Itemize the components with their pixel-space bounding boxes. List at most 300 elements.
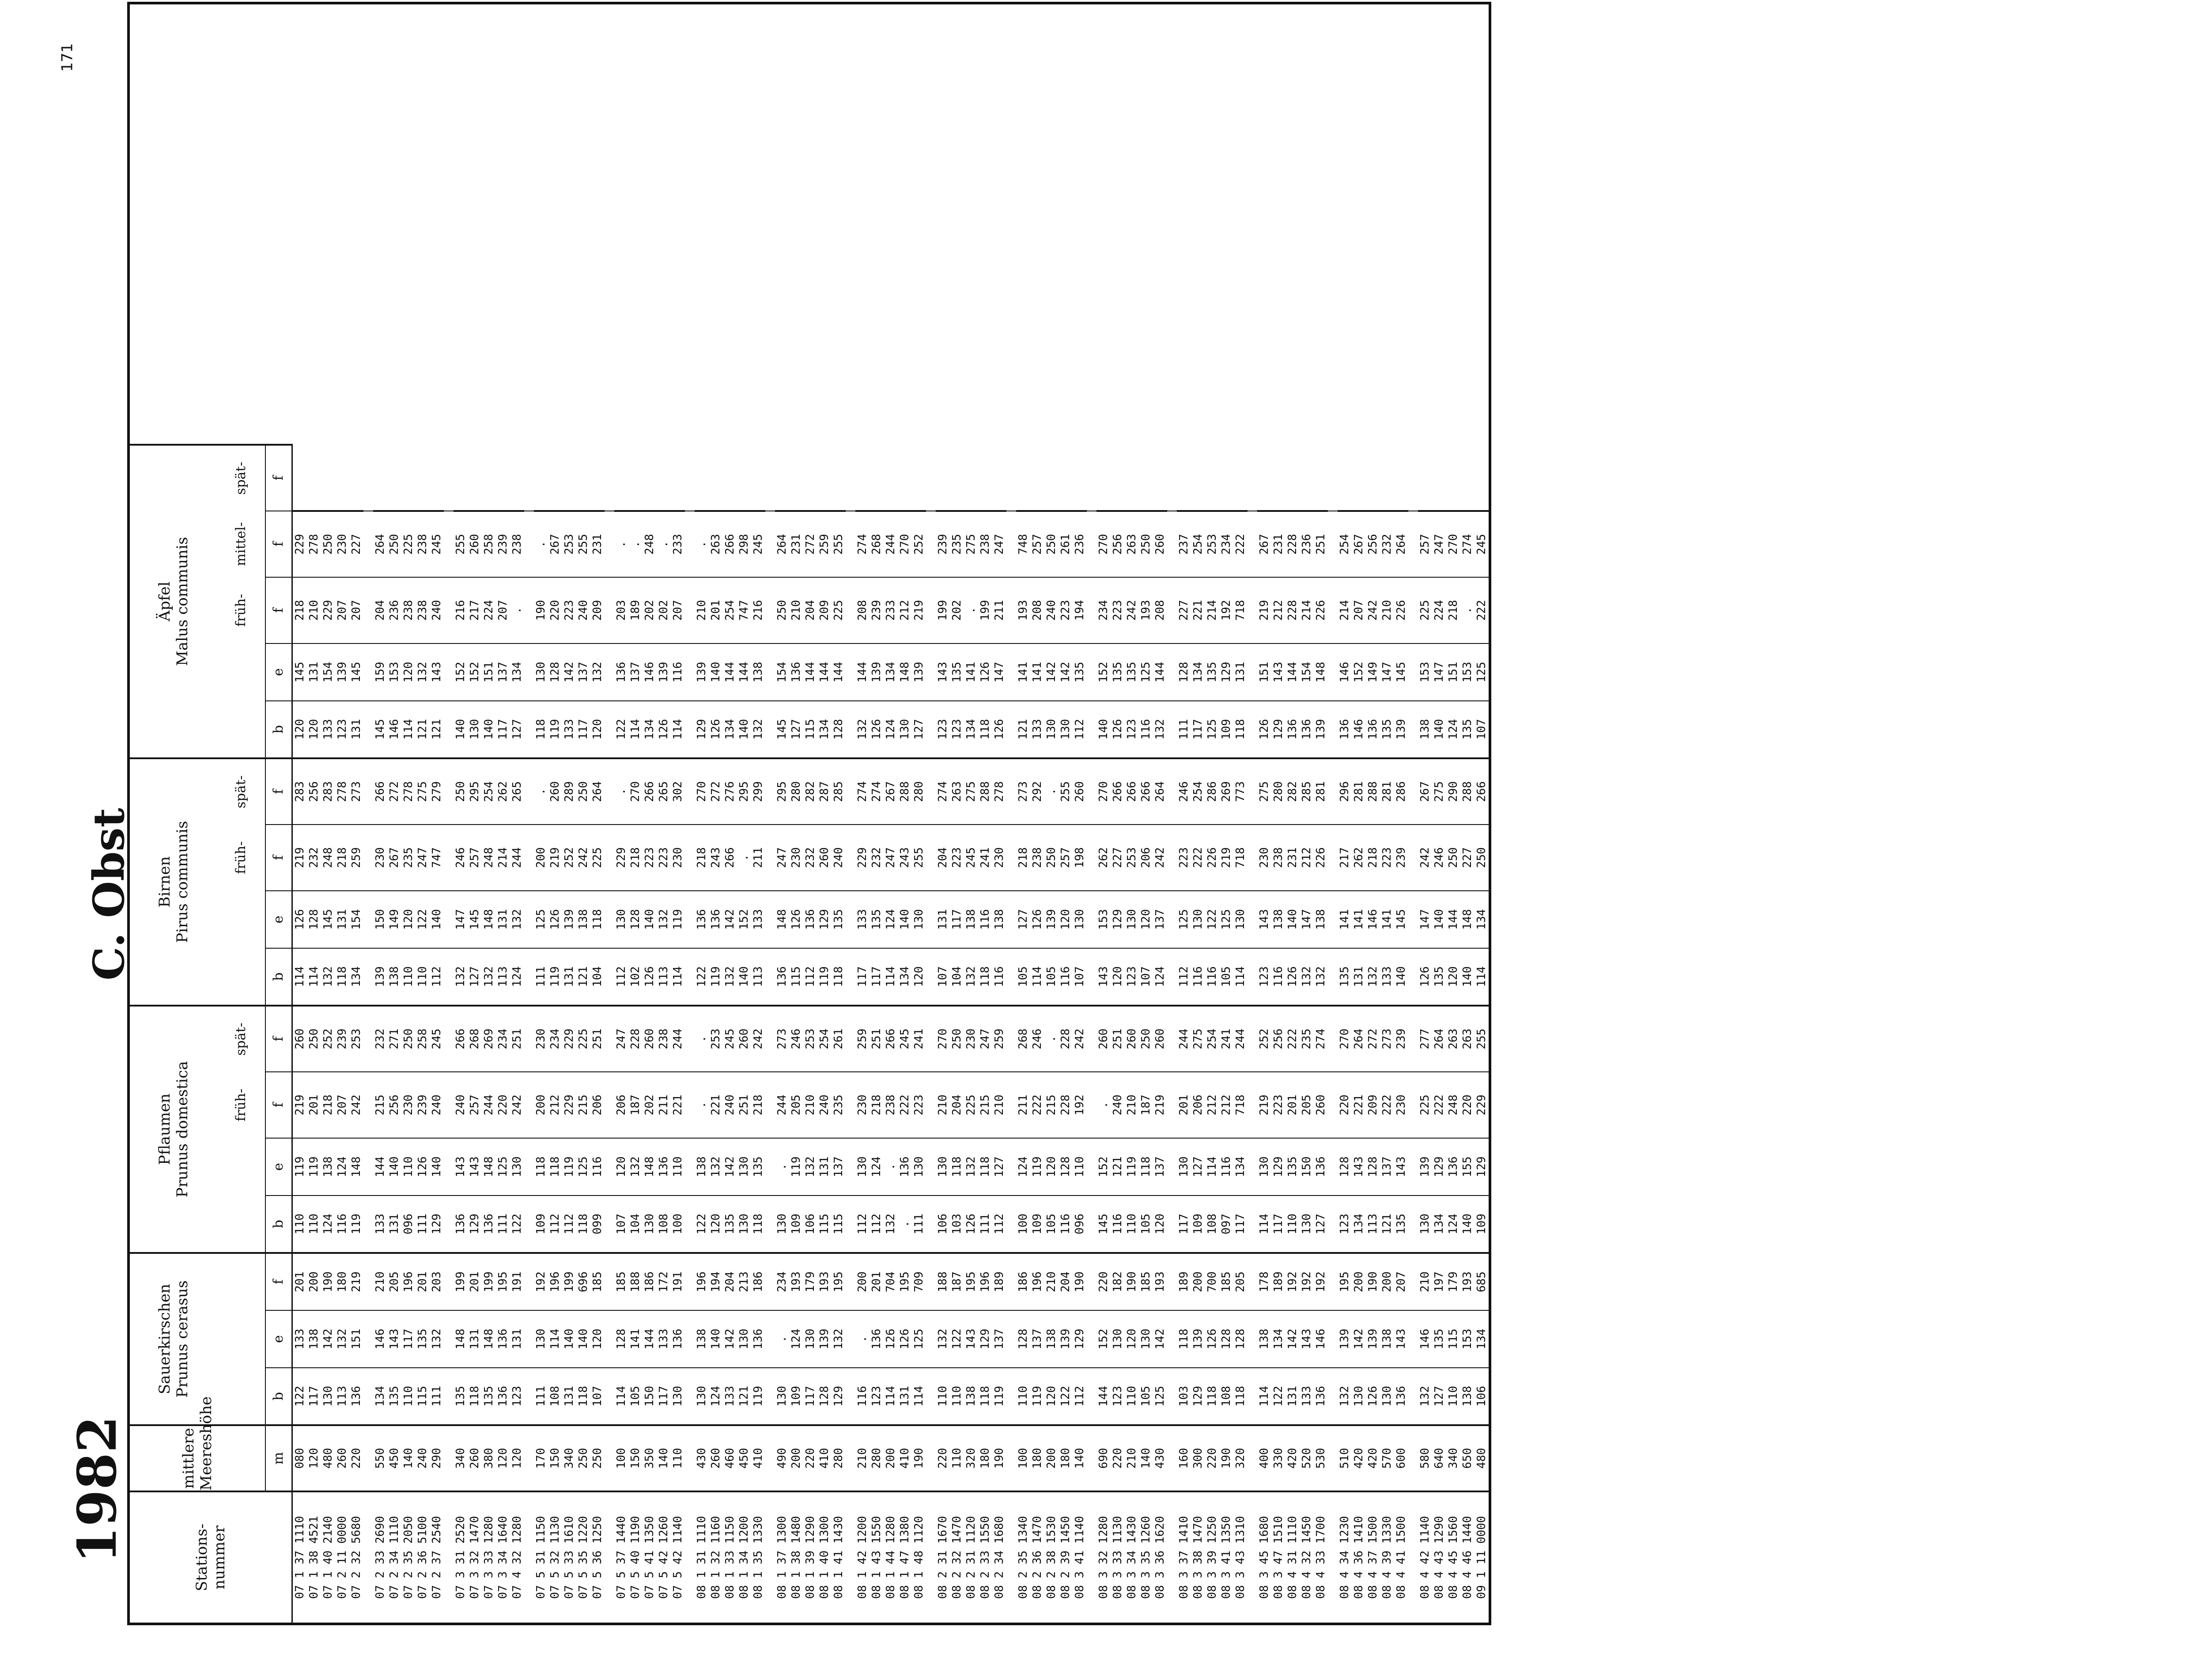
value-cell: 135	[751, 1138, 765, 1196]
group-gap	[685, 3, 695, 1624]
aepfel-mittel-f: f	[265, 511, 292, 577]
value-cell: 240	[1044, 577, 1059, 643]
value-cell: 132	[482, 948, 496, 1006]
value-cell: 111	[912, 1196, 926, 1253]
empty-cell	[548, 445, 562, 511]
station-number-cell: 09 1 11 0000	[1475, 1516, 1488, 1599]
gap-cell	[765, 1491, 775, 1624]
value-cell: 226	[1394, 577, 1408, 643]
gap-cell	[1167, 1491, 1177, 1624]
value-cell: 126	[1030, 891, 1044, 948]
value-cell: 128	[1338, 1138, 1352, 1196]
value-cell: 233	[671, 511, 685, 577]
value-cell: 112	[548, 1196, 562, 1253]
value-cell: 144	[1446, 891, 1460, 948]
value-cell: 143	[454, 1138, 468, 1196]
gap-cell	[1408, 758, 1418, 825]
value-cell: 143	[430, 643, 444, 701]
table-row	[628, 3, 643, 1624]
value-cell: 192	[534, 1253, 548, 1310]
value-cell: 129	[695, 701, 709, 758]
station-number-cell: 08 1 34 1200	[737, 1516, 751, 1599]
value-cell: 247	[992, 511, 1006, 577]
gap-cell	[1248, 643, 1257, 701]
value-cell: 245	[751, 511, 765, 577]
value-cell: 132	[936, 1310, 950, 1368]
value-cell: 125	[576, 1138, 590, 1196]
table-row	[1111, 3, 1125, 1624]
value-cell: 121	[1016, 701, 1030, 758]
value-cell: 116	[1111, 1196, 1125, 1253]
value-cell: .	[1044, 758, 1059, 825]
value-cell: 480	[321, 1425, 335, 1491]
value-cell: 110	[1446, 1368, 1460, 1425]
value-cell: 135	[1380, 701, 1394, 758]
value-cell: 124	[870, 1138, 884, 1196]
value-cell: 283	[293, 758, 307, 825]
empty-cell	[870, 445, 884, 511]
table-row	[548, 3, 562, 1624]
value-cell: 265	[510, 758, 524, 825]
empty-cell	[1191, 445, 1205, 511]
value-cell: 132	[855, 701, 870, 758]
value-cell: 213	[737, 1253, 751, 1310]
value-cell: 110	[401, 1368, 416, 1425]
value-cell: 277	[1418, 1006, 1432, 1072]
value-cell: 205	[789, 1072, 803, 1138]
table-row	[1016, 3, 1030, 1624]
value-cell: 265	[657, 758, 671, 825]
value-cell: 281	[1314, 758, 1328, 825]
value-cell: 189	[992, 1253, 1006, 1310]
value-cell: 152	[1096, 643, 1111, 701]
value-cell: 256	[307, 758, 321, 825]
value-cell: 140	[1432, 891, 1446, 948]
value-cell: 204	[936, 825, 950, 891]
station-number-cell: 08 3 35 1260	[1139, 1516, 1153, 1599]
value-cell: 111	[534, 1368, 548, 1425]
value-cell: 234	[548, 1006, 562, 1072]
value-cell: 134	[510, 643, 524, 701]
gap-cell	[1408, 825, 1418, 891]
value-cell: 202	[950, 577, 964, 643]
gap-cell	[363, 643, 373, 701]
value-cell: 116	[1191, 948, 1205, 1006]
value-cell: 136	[775, 948, 789, 1006]
value-cell: 130	[912, 1138, 926, 1196]
value-cell: 239	[1394, 1006, 1408, 1072]
table-row	[657, 3, 671, 1624]
empty-cell	[657, 445, 671, 511]
value-cell: 118	[468, 1368, 482, 1425]
value-cell: 252	[562, 825, 576, 891]
value-cell: 201	[709, 577, 723, 643]
value-cell: 126	[1257, 701, 1271, 758]
value-cell: 114	[628, 701, 643, 758]
value-cell: 117	[1191, 701, 1205, 758]
value-cell: 250	[1044, 825, 1059, 891]
station-number-cell: 08 4 37 1500	[1366, 1516, 1380, 1599]
value-cell: 139	[1366, 1310, 1380, 1368]
value-cell: 200	[789, 1425, 803, 1491]
value-cell: 128	[628, 891, 643, 948]
value-cell: 140	[562, 1310, 576, 1368]
value-cell: 227	[1177, 577, 1191, 643]
empty-cell	[534, 445, 548, 511]
gap-cell	[1087, 1425, 1096, 1491]
value-cell: 299	[751, 758, 765, 825]
value-cell: 550	[373, 1425, 387, 1491]
value-cell: 145	[349, 643, 363, 701]
value-cell: 141	[1352, 891, 1366, 948]
value-cell: 111	[978, 1196, 992, 1253]
group-gap	[1408, 3, 1418, 1624]
station-number-cell: 08 1 33 1150	[723, 1516, 737, 1599]
gap-cell	[1328, 948, 1338, 1006]
value-cell: 274	[870, 758, 884, 825]
value-cell: 214	[1338, 577, 1352, 643]
value-cell: 221	[1352, 1072, 1366, 1138]
value-cell: 690	[1096, 1425, 1111, 1491]
value-cell: 151	[1257, 643, 1271, 701]
value-cell: 153	[1460, 643, 1475, 701]
value-cell: 260	[1125, 1006, 1139, 1072]
value-cell: 131	[307, 643, 321, 701]
value-cell: 195	[1338, 1253, 1352, 1310]
value-cell: 238	[416, 511, 430, 577]
value-cell: 120	[1139, 891, 1153, 948]
empty-cell	[1338, 445, 1352, 511]
station-number-cell: 07 3 32 1470	[468, 1516, 481, 1599]
value-cell: 570	[1380, 1425, 1394, 1491]
value-cell: 190	[912, 1425, 926, 1491]
gap-cell	[444, 1491, 454, 1624]
value-cell: 131	[349, 701, 363, 758]
group-gap	[765, 3, 775, 1624]
value-cell: 242	[1418, 825, 1432, 891]
gap-cell	[1248, 577, 1257, 643]
value-cell: 270	[628, 758, 643, 825]
value-cell: 246	[1177, 758, 1191, 825]
value-cell: 136	[496, 1310, 510, 1368]
value-cell: 223	[1111, 577, 1125, 643]
value-cell: 100	[1016, 1425, 1030, 1491]
empty-cell	[817, 445, 832, 511]
value-cell: 138	[964, 1368, 978, 1425]
gap-cell	[605, 1006, 614, 1072]
value-cell: 116	[992, 948, 1006, 1006]
empty-cell	[1073, 445, 1087, 511]
value-cell: 126	[1205, 1310, 1219, 1368]
gap-cell	[1006, 1310, 1016, 1368]
value-cell: 129	[430, 1196, 444, 1253]
value-cell: 260	[1314, 1072, 1328, 1138]
value-cell: 220	[548, 577, 562, 643]
empty-cell	[1271, 445, 1285, 511]
value-cell: 211	[751, 825, 765, 891]
value-cell: 116	[1059, 948, 1073, 1006]
page-number: 171	[58, 43, 76, 72]
value-cell: 133	[657, 1310, 671, 1368]
gap-cell	[1087, 1368, 1096, 1425]
value-cell: 154	[349, 891, 363, 948]
value-cell: 145	[321, 891, 335, 948]
value-cell: 208	[1153, 577, 1167, 643]
gap-cell	[1006, 577, 1016, 643]
value-cell: 257	[1059, 825, 1073, 891]
station-number-cell: 08 4 46 1440	[1460, 1516, 1474, 1599]
value-cell: 230	[335, 511, 349, 577]
value-cell: 267	[1418, 758, 1432, 825]
pflaumen-spaet-f: f	[265, 1006, 292, 1072]
value-cell: 152	[468, 643, 482, 701]
value-cell: 179	[803, 1253, 817, 1310]
gap-cell	[605, 1138, 614, 1196]
value-cell: 124	[789, 1310, 803, 1368]
station-number-cell: 07 1 40 2140	[321, 1516, 335, 1599]
gap-cell	[1248, 1310, 1257, 1368]
gap-cell	[524, 891, 534, 948]
value-cell: 274	[855, 758, 870, 825]
value-cell: 194	[709, 1253, 723, 1310]
table-row	[1418, 3, 1432, 1624]
value-cell: 130	[775, 1368, 789, 1425]
value-cell: 120	[709, 1196, 723, 1253]
value-cell: 196	[978, 1253, 992, 1310]
value-cell: 288	[1460, 758, 1475, 825]
gap-cell	[846, 825, 855, 891]
value-cell: 247	[1432, 511, 1446, 577]
gap-cell	[363, 445, 373, 511]
gap-cell	[1006, 1072, 1016, 1138]
value-cell: 140	[576, 1310, 590, 1368]
value-cell: 201	[293, 1253, 307, 1310]
value-cell: 129	[1475, 1138, 1490, 1196]
gap-cell	[605, 825, 614, 891]
value-cell: 240	[430, 577, 444, 643]
value-cell: 247	[978, 1006, 992, 1072]
gap-cell	[444, 511, 454, 577]
gap-cell	[765, 891, 775, 948]
value-cell: 140	[898, 891, 912, 948]
value-cell: 110	[936, 1368, 950, 1425]
empty-cell	[576, 445, 590, 511]
gap-cell	[1006, 825, 1016, 891]
station-number-cell: 08 4 36 1410	[1352, 1516, 1365, 1599]
value-cell: 130	[1191, 891, 1205, 948]
gap-cell	[1167, 511, 1177, 577]
value-cell: 108	[1219, 1368, 1233, 1425]
value-cell: 115	[817, 1196, 832, 1253]
value-cell: 230	[373, 825, 387, 891]
value-cell: 124	[510, 948, 524, 1006]
value-cell: 219	[349, 1253, 363, 1310]
gap-cell	[1328, 1310, 1338, 1368]
value-cell: 220	[803, 1425, 817, 1491]
gap-cell	[685, 1138, 695, 1196]
value-cell: 180	[1059, 1425, 1073, 1491]
value-cell: 229	[321, 577, 335, 643]
aepfel-e: e	[265, 643, 292, 701]
gap-cell	[1408, 891, 1418, 948]
value-cell: .	[614, 511, 628, 577]
value-cell: 420	[1366, 1425, 1380, 1491]
value-cell: 140	[1139, 1425, 1153, 1491]
value-cell: 243	[709, 825, 723, 891]
value-cell: 123	[510, 1368, 524, 1425]
value-cell: 130	[855, 1138, 870, 1196]
value-cell: 210	[1044, 1253, 1059, 1310]
value-cell: 269	[482, 1006, 496, 1072]
value-cell: 126	[643, 948, 657, 1006]
value-cell: 129	[1271, 1138, 1285, 1196]
value-cell: 129	[832, 1368, 846, 1425]
value-cell: 278	[307, 511, 321, 577]
value-cell: 099	[590, 1196, 605, 1253]
value-cell: 285	[1300, 758, 1314, 825]
gap-cell	[846, 1368, 855, 1425]
value-cell: 190	[1219, 1425, 1233, 1491]
value-cell: 256	[1366, 511, 1380, 577]
value-cell: 132	[657, 891, 671, 948]
value-cell: 124	[1016, 1138, 1030, 1196]
value-cell: 110	[1285, 1196, 1300, 1253]
value-cell: 340	[454, 1425, 468, 1491]
value-cell: 251	[1314, 511, 1328, 577]
value-cell: 192	[1314, 1253, 1328, 1310]
value-cell: 246	[1030, 1006, 1044, 1072]
value-cell: 193	[1016, 577, 1030, 643]
value-cell: 124	[335, 1138, 349, 1196]
value-cell: 274	[1460, 511, 1475, 577]
value-cell: 203	[430, 1253, 444, 1310]
gap-cell	[1006, 1196, 1016, 1253]
value-cell: 148	[482, 891, 496, 948]
station-number-cell: 08 2 34 1680	[992, 1516, 1006, 1599]
value-cell: 117	[950, 891, 964, 948]
value-cell: 282	[803, 758, 817, 825]
value-cell: 145	[1394, 891, 1408, 948]
value-cell: 114	[1475, 948, 1490, 1006]
station-number-cell: 08 3 41 1140	[1073, 1516, 1086, 1599]
value-cell: 135	[454, 1368, 468, 1425]
value-cell: 190	[534, 577, 548, 643]
value-cell: 130	[1125, 891, 1139, 948]
birnen-frueh-f: f	[265, 825, 292, 891]
value-cell: 119	[1125, 1138, 1139, 1196]
value-cell: 096	[1073, 1196, 1087, 1253]
gap-cell	[926, 701, 936, 758]
value-cell: 244	[884, 511, 898, 577]
gap-cell	[605, 701, 614, 758]
value-cell: 320	[964, 1425, 978, 1491]
value-cell: 142	[1153, 1310, 1167, 1368]
value-cell: 135	[832, 891, 846, 948]
value-cell: 218	[751, 1072, 765, 1138]
value-cell: 130	[1059, 701, 1073, 758]
value-cell: 194	[1073, 577, 1087, 643]
value-cell: 132	[321, 948, 335, 1006]
station-number-cell: 07 2 36 5100	[416, 1516, 429, 1599]
value-cell: 119	[671, 891, 685, 948]
station-number-cell: 07 2 35 2050	[401, 1516, 415, 1599]
gap-cell	[846, 1310, 855, 1368]
gap-cell	[685, 948, 695, 1006]
value-cell: 129	[1073, 1310, 1087, 1368]
value-cell: 114	[884, 948, 898, 1006]
value-cell: 141	[628, 1310, 643, 1368]
value-cell: 124	[709, 1368, 723, 1425]
value-cell: 254	[482, 758, 496, 825]
empty-cell	[1394, 445, 1408, 511]
value-cell: 160	[1177, 1425, 1191, 1491]
gap-cell	[765, 1196, 775, 1253]
value-cell: 132	[832, 1310, 846, 1368]
gap-cell	[1006, 1425, 1016, 1491]
value-cell: 132	[1300, 948, 1314, 1006]
value-cell: 246	[454, 825, 468, 891]
value-cell: 244	[671, 1006, 685, 1072]
value-cell: 149	[387, 891, 401, 948]
value-cell: 230	[534, 1006, 548, 1072]
value-cell: 116	[590, 1138, 605, 1196]
gap-cell	[685, 577, 695, 643]
value-cell: 410	[751, 1425, 765, 1491]
gap-cell	[444, 701, 454, 758]
value-cell: 143	[964, 1310, 978, 1368]
value-cell: 152	[1096, 1310, 1111, 1368]
value-cell: 231	[1271, 511, 1285, 577]
value-cell: 146	[387, 701, 401, 758]
value-cell: 137	[832, 1138, 846, 1196]
value-cell: 240	[832, 825, 846, 891]
gap-cell	[1328, 1425, 1338, 1491]
value-cell: 139	[1418, 1138, 1432, 1196]
value-cell: 228	[1285, 511, 1300, 577]
value-cell: 248	[482, 825, 496, 891]
value-cell: 112	[870, 1196, 884, 1253]
group-gap	[444, 3, 454, 1624]
value-cell: 210	[695, 577, 709, 643]
table-row	[482, 3, 496, 1624]
value-cell: 232	[307, 825, 321, 891]
gap-cell	[1087, 758, 1096, 825]
station-number-cell: 08 1 48 1120	[912, 1516, 926, 1599]
value-cell: 140	[1285, 891, 1300, 948]
birnen-b: b	[265, 948, 292, 1006]
value-cell: 295	[468, 758, 482, 825]
gap-cell	[846, 1138, 855, 1196]
value-cell: 142	[1059, 643, 1073, 701]
station-number-cell: 07 5 31 1150	[534, 1516, 548, 1599]
value-cell: 148	[1314, 643, 1328, 701]
gap-cell	[1006, 701, 1016, 758]
value-cell: 126	[1418, 948, 1432, 1006]
gap-cell	[1248, 1253, 1257, 1310]
value-cell: 197	[1432, 1253, 1446, 1310]
station-number-cell: 07 5 37 1440	[614, 1516, 628, 1599]
value-cell: 110	[950, 1425, 964, 1491]
value-cell: 131	[387, 1196, 401, 1253]
value-cell: 122	[1205, 891, 1219, 948]
gap-cell	[846, 1425, 855, 1491]
value-cell: 289	[562, 758, 576, 825]
header-birnen	[129, 758, 217, 1006]
value-cell: 199	[978, 577, 992, 643]
gap-cell	[605, 643, 614, 701]
value-cell: 128	[832, 701, 846, 758]
gap-cell	[1087, 1138, 1096, 1196]
